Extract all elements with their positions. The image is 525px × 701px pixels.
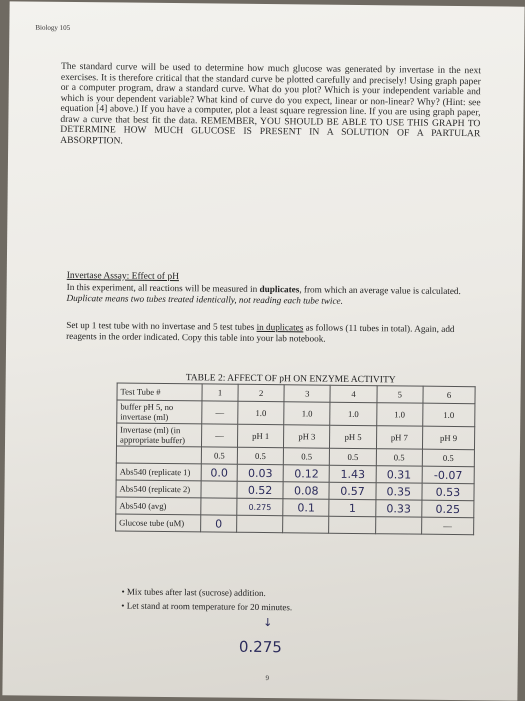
row-label-abs1: Abs540 (replicate 1) — [116, 463, 201, 481]
ph-activity-table — [115, 382, 476, 535]
table-cell: 1.0 — [423, 403, 475, 427]
bullet-item: • Mix tubes after last (sucrose) addition. — [121, 585, 292, 601]
handwritten-cell: 0.53 — [422, 483, 474, 501]
handwritten-cell: 1 — [329, 499, 375, 516]
setup-text-a: Set up 1 test tube with no invertase and 5 test tubes — [66, 319, 257, 332]
row-label-blank — [116, 446, 201, 464]
handwritten-cell: 0.03 — [237, 464, 283, 481]
instruction-bullets — [121, 585, 292, 615]
row-label-abs2: Abs540 (replicate 2) — [116, 480, 201, 498]
handwritten-cell: 1.43 — [330, 465, 376, 482]
table-cell: 5 — [377, 386, 423, 403]
table-title: TABLE 2: AFFECT OF pH ON ENZYME ACTIVITY — [185, 373, 396, 386]
table-cell: pH 7 — [376, 426, 422, 449]
page-number: 9 — [265, 674, 270, 683]
handwritten-cell: 0.57 — [329, 482, 375, 499]
handwritten-cell: 0.275 — [237, 498, 283, 515]
table-cell: 1 — [202, 384, 238, 401]
table-cell — [237, 515, 283, 532]
handwritten-cell: 0.12 — [283, 465, 329, 482]
table-cell: 1.0 — [330, 402, 376, 425]
handwritten-cell: 0.08 — [283, 482, 329, 499]
table-cell: — — [202, 401, 238, 424]
row-label-glucose: Glucose tube (uM) — [116, 514, 201, 532]
table-cell: 0.5 — [283, 448, 329, 465]
handwritten-cell: 0.52 — [237, 481, 283, 498]
table-cell: pH 5 — [330, 425, 376, 448]
table-cell: 0.5 — [201, 447, 237, 464]
table-cell: 6 — [423, 386, 475, 404]
handwritten-cell: 0 — [201, 515, 237, 532]
table-cell: pH 1 — [237, 424, 283, 447]
table-cell: 4 — [330, 385, 376, 402]
experiment-paragraph — [66, 282, 481, 307]
handwritten-answer: 0.275 — [238, 637, 282, 657]
table-cell — [283, 516, 329, 533]
table-cell: 0.5 — [376, 449, 422, 466]
table-cell: 3 — [284, 385, 330, 402]
table-cell: 0.5 — [237, 447, 283, 464]
handwritten-cell: 0.35 — [376, 483, 422, 500]
row-label-tube: Test Tube # — [117, 383, 202, 401]
table-cell: 1.0 — [376, 403, 422, 426]
setup-text-c: as follows (11 tubes in total). Again, add reagents in the order indicated. Copy this table into your lab notebook. — [66, 322, 455, 344]
exp-text-bold: duplicates — [259, 283, 300, 295]
bullet-item: • Let stand at room temperature for 20 minutes. — [121, 599, 292, 615]
table-cell: 0.5 — [330, 448, 376, 465]
handwritten-cell: 0.33 — [375, 500, 421, 517]
handwritten-cell: 0.0 — [201, 464, 237, 481]
table-row — [116, 514, 474, 535]
handwritten-cell — [201, 481, 237, 498]
handwritten-cell: 0.25 — [422, 500, 474, 518]
worksheet-page — [2, 1, 524, 700]
intro-paragraph: The standard curve will be used to determine how much glucose was generated by invertase in the next exercises. It is therefore critical that the standard curve be plotted carefully and precisely! Using graph paper or a computer program, draw a standard curve. What do you plot? Which is your independent variable and which is your dependent variable? What kind of curve do you expect, linear or non-linear? Why? (Hint: see equation [4] above.) If you have a computer, plot a least square regression line. If you are using graph paper, draw a curve that best fit the data. REMEMBER, YOU SHOULD BE ABLE TO USE THIS GRAPH TO DETERMINE HOW MUCH GLUCOSE IS PRESENT IN A SOLUTION OF A PARTULAR ABSORPTION. — [60, 60, 482, 147]
row-label-buffer: buffer pH 5, no invertase (ml) — [117, 400, 202, 424]
table-cell — [375, 517, 421, 534]
course-header: Biology 105 — [35, 23, 71, 32]
table-cell: — — [201, 424, 237, 447]
table-cell: pH 3 — [284, 425, 330, 448]
handwritten-cell: 0.31 — [376, 466, 422, 483]
handwritten-cell: -0.07 — [422, 466, 474, 484]
table-cell: 1.0 — [284, 402, 330, 425]
table-cell: — — [421, 517, 473, 535]
section-title: Invertase Assay: Effect of pH — [66, 270, 180, 283]
exp-text-italic: Duplicate means two tubes treated identically, not reading each tube twice. — [66, 292, 344, 306]
exp-text-a: In this experiment, all reactions will be measured in — [66, 281, 260, 294]
setup-text-underlined: in duplicates — [256, 321, 304, 333]
setup-paragraph — [66, 320, 481, 345]
row-label-invertase: Invertase (ml) (in appropriate buffer) — [116, 423, 201, 447]
handwritten-cell — [201, 498, 237, 515]
table-cell — [329, 516, 375, 533]
handwritten-arrow: ↓ — [263, 616, 273, 630]
handwritten-cell: 0.1 — [283, 499, 329, 516]
table-cell: 1.0 — [238, 401, 284, 424]
table-cell: 0.5 — [422, 449, 474, 467]
row-label-avg: Abs540 (avg) — [116, 497, 201, 515]
table-cell: 2 — [238, 384, 284, 401]
table-cell: pH 9 — [422, 426, 474, 450]
exp-text-c: , from which an average value is calculated. — [299, 284, 461, 297]
